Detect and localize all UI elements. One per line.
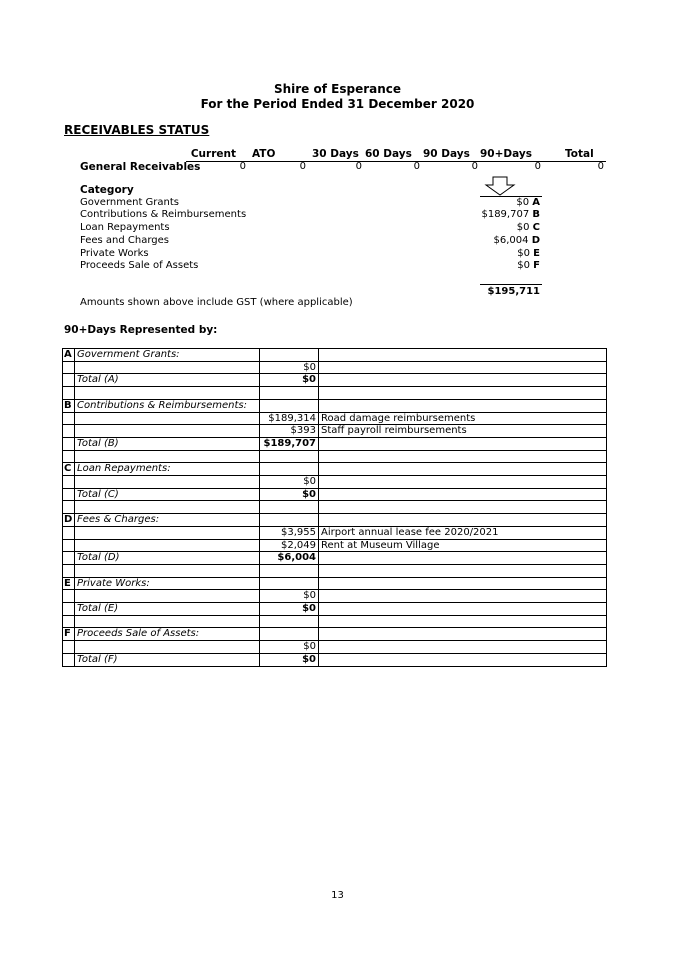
category-amount: $6,004 D bbox=[493, 235, 540, 246]
table-row: Total (C) $0 bbox=[63, 488, 607, 501]
category-label: Contributions & Reimbursements bbox=[80, 209, 247, 220]
category-label: Proceeds Sale of Assets bbox=[80, 260, 199, 271]
value-current: 0 bbox=[239, 161, 246, 172]
value-60days: 0 bbox=[413, 161, 420, 172]
table-row: Total (D) $6,004 bbox=[63, 552, 607, 565]
table-row: Total (A) $0 bbox=[63, 374, 607, 387]
table-row: Total (E) $0 bbox=[63, 603, 607, 616]
col-header-current: Current bbox=[190, 148, 236, 160]
category-amount: $0 A bbox=[516, 197, 540, 208]
section-title: RECEIVABLES STATUS bbox=[64, 123, 210, 137]
page-title-line1: Shire of Esperance bbox=[273, 82, 402, 96]
table-row: B Contributions & Reimbursements: bbox=[63, 399, 607, 412]
table-row: $2,049 Rent at Museum Village bbox=[63, 539, 607, 552]
table-row: $0 bbox=[63, 641, 607, 654]
category-amount: $0 C bbox=[516, 222, 540, 233]
table-row: A Government Grants: bbox=[63, 349, 607, 362]
table-row: $0 bbox=[63, 590, 607, 603]
page-number: 13 bbox=[331, 890, 344, 901]
value-90plus: 0 bbox=[534, 161, 541, 172]
table-row bbox=[63, 387, 607, 400]
table-row: $0 bbox=[63, 361, 607, 374]
value-30days: 0 bbox=[355, 161, 362, 172]
category-label: Fees and Charges bbox=[80, 235, 169, 246]
category-label: Private Works bbox=[80, 248, 149, 259]
col-header-30days: 30 Days bbox=[312, 148, 359, 160]
gst-note: Amounts shown above include GST (where applicable) bbox=[80, 297, 353, 308]
detail-table bbox=[62, 348, 607, 667]
category-label: Government Grants bbox=[80, 197, 179, 208]
represented-heading: 90+Days Represented by: bbox=[64, 324, 218, 336]
table-row: $0 bbox=[63, 476, 607, 489]
general-receivables-label: General Receivables bbox=[80, 161, 201, 173]
table-row: Total (B) $189,707 bbox=[63, 437, 607, 450]
table-row: C Loan Repayments: bbox=[63, 463, 607, 476]
category-amount: $0 F bbox=[517, 260, 540, 271]
value-total: 0 bbox=[597, 161, 604, 172]
col-header-90days: 90 Days bbox=[423, 148, 470, 160]
col-header-90plus: 90+Days bbox=[480, 148, 532, 160]
category-total-rule bbox=[480, 284, 542, 285]
page-title-line2: For the Period Ended 31 December 2020 bbox=[200, 97, 475, 111]
table-row bbox=[63, 564, 607, 577]
table-row: D Fees & Charges: bbox=[63, 514, 607, 527]
value-ato: 0 bbox=[299, 161, 306, 172]
category-amount: $189,707 B bbox=[481, 209, 540, 220]
table-row: F Proceeds Sale of Assets: bbox=[63, 628, 607, 641]
table-row bbox=[63, 450, 607, 463]
category-label: Loan Repayments bbox=[80, 222, 170, 233]
col-header-ato: ATO bbox=[252, 148, 276, 160]
down-arrow-icon bbox=[482, 176, 518, 196]
table-row: $3,955 Airport annual lease fee 2020/2021 bbox=[63, 526, 607, 539]
col-header-total: Total bbox=[565, 148, 594, 160]
table-row: $189,314 Road damage reimbursements bbox=[63, 412, 607, 425]
table-row: $393 Staff payroll reimbursements bbox=[63, 425, 607, 438]
col-header-60days: 60 Days bbox=[365, 148, 412, 160]
category-amount: $0 E bbox=[517, 248, 540, 259]
category-total: $195,711 bbox=[487, 286, 540, 297]
table-row: Total (F) $0 bbox=[63, 653, 607, 666]
table-row bbox=[63, 501, 607, 514]
category-heading: Category bbox=[80, 184, 134, 196]
table-row: E Private Works: bbox=[63, 577, 607, 590]
table-row bbox=[63, 615, 607, 628]
value-90days: 0 bbox=[471, 161, 478, 172]
